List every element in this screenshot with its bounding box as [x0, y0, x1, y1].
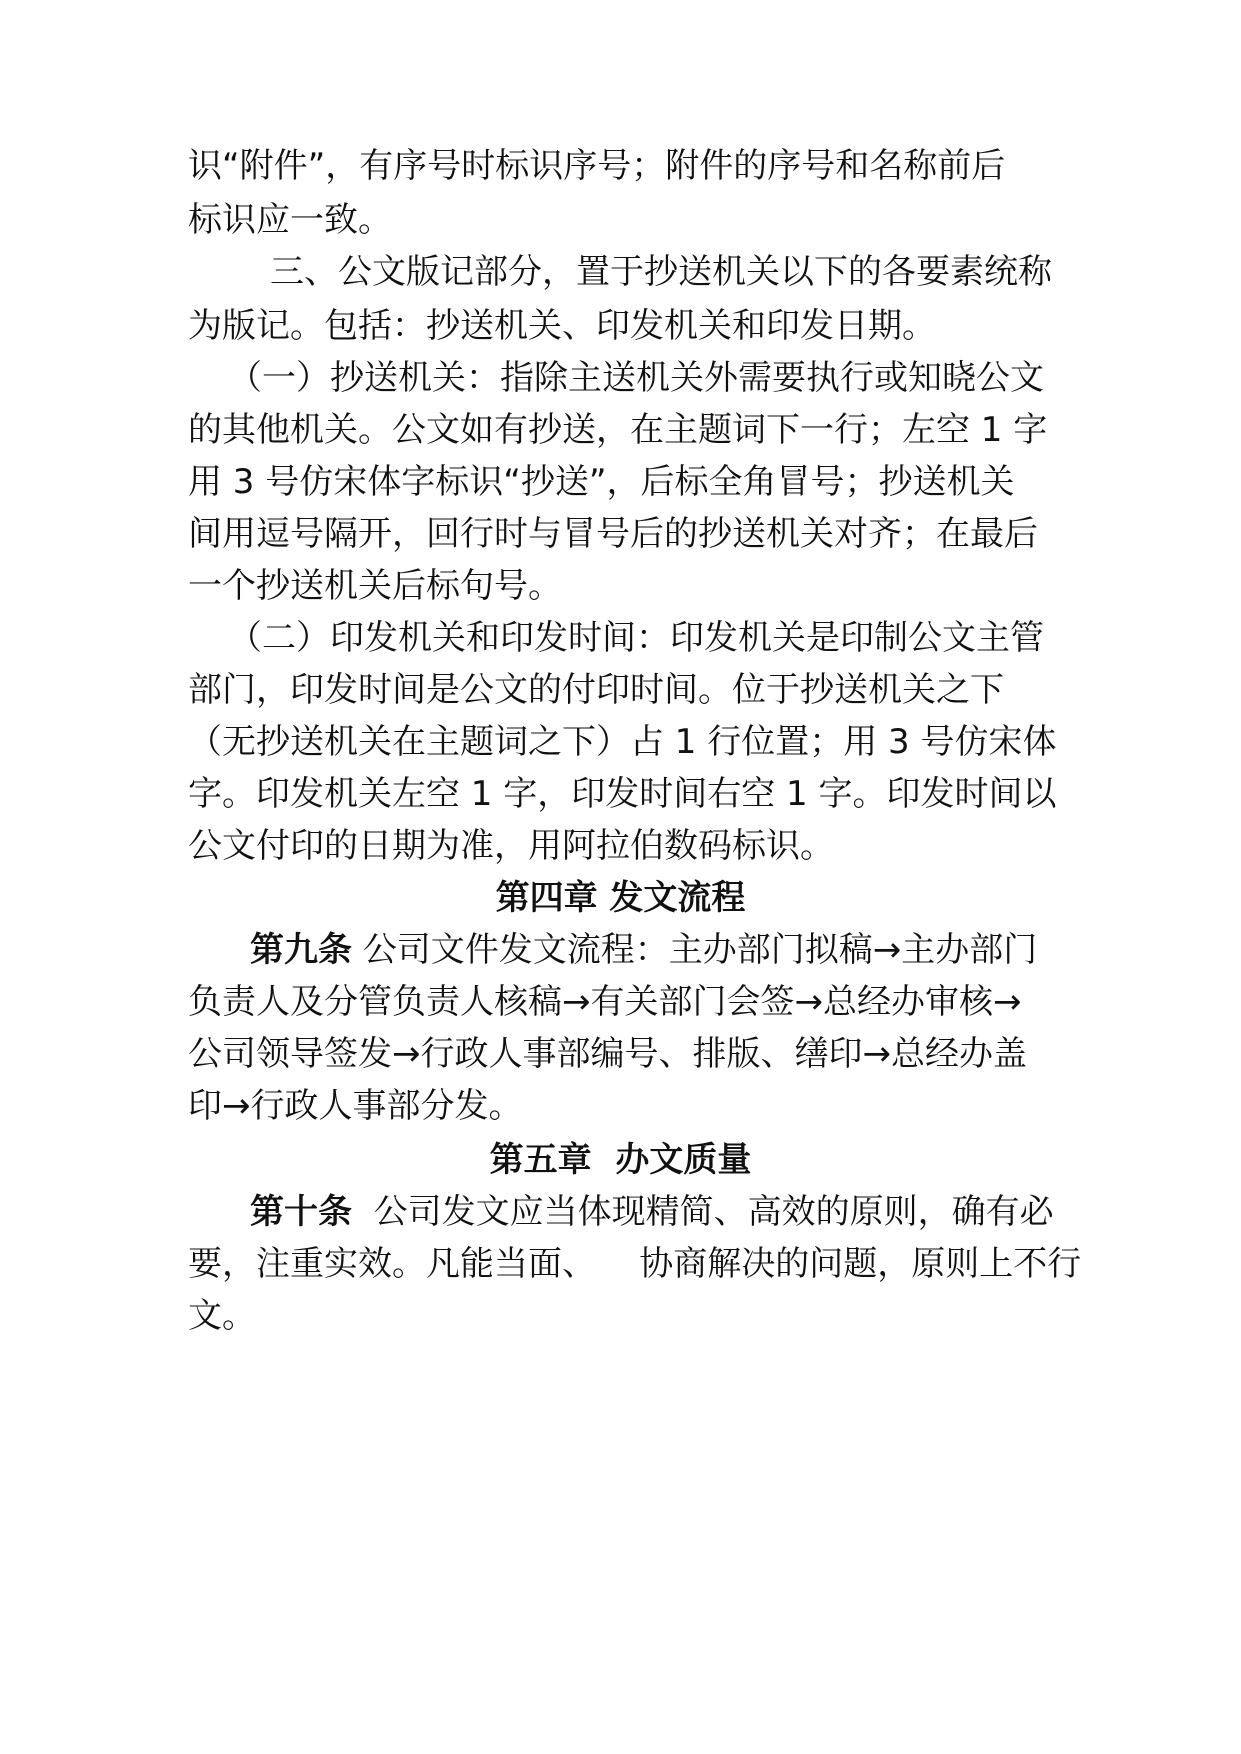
text-line: 文。 — [188, 1296, 256, 1336]
text-line: 用 3 号仿宋体字标识“抄送”，后标全角冒号；抄送机关 — [188, 462, 1015, 502]
text-line: 印→行政人事部分发。 — [188, 1086, 523, 1126]
text-line: 要，注重实效。凡能当面、 协商解决的问题，原则上不行 — [188, 1244, 1082, 1284]
text-line: 负责人及分管负责人核稿→有关部门会签→总经办审核→ — [188, 982, 1022, 1022]
article-nine-label: 第九条 — [250, 930, 352, 970]
text-line: 识“附件”，有序号时标识序号；附件的序号和名称前后 — [188, 146, 1006, 186]
article-ten-first-line — [250, 1192, 1054, 1232]
item-one-line: （一）抄送机关：指除主送机关外需要执行或知晓公文 — [228, 358, 1044, 398]
article-ten-text: 公司发文应当体现精简、高效的原则，确有必 — [373, 1192, 1054, 1232]
section-three-line: 三、公文版记部分，置于抄送机关以下的各要素统称 — [270, 252, 1052, 292]
text-line: 的其他机关。公文如有抄送，在主题词下一行；左空 1 字 — [188, 410, 1048, 450]
article-nine-text: 公司文件发文流程：主办部门拟稿→主办部门 — [362, 930, 1038, 970]
text-line: （无抄送机关在主题词之下）占 1 行位置；用 3 号仿宋体 — [188, 722, 1057, 762]
text-line: 标识应一致。 — [188, 200, 392, 240]
text-line: 部门，印发时间是公文的付印时间。位于抄送机关之下 — [188, 670, 1004, 710]
text-line: 一个抄送机关后标句号。 — [188, 566, 562, 606]
text-line: 间用逗号隔开，回行时与冒号后的抄送机关对齐；在最后 — [188, 514, 1038, 554]
text-line: 字。印发机关左空 1 字，印发时间右空 1 字。印发时间以 — [188, 774, 1057, 814]
text-line: 公文付印的日期为准，用阿拉伯数码标识。 — [188, 826, 834, 866]
text-line: 公司领导签发→行政人事部编号、排版、缮印→总经办盖 — [188, 1034, 1027, 1074]
item-two-line: （二）印发机关和印发时间：印发机关是印制公文主管 — [228, 618, 1044, 658]
text-line: 为版记。包括：抄送机关、印发机关和印发日期。 — [188, 306, 936, 346]
article-nine-first-line — [250, 930, 1037, 970]
chapter-four-title: 第四章 发文流程 — [495, 878, 746, 918]
chapter-five-title: 第五章 办文质量 — [489, 1140, 752, 1180]
article-ten-label: 第十条 — [250, 1192, 352, 1232]
